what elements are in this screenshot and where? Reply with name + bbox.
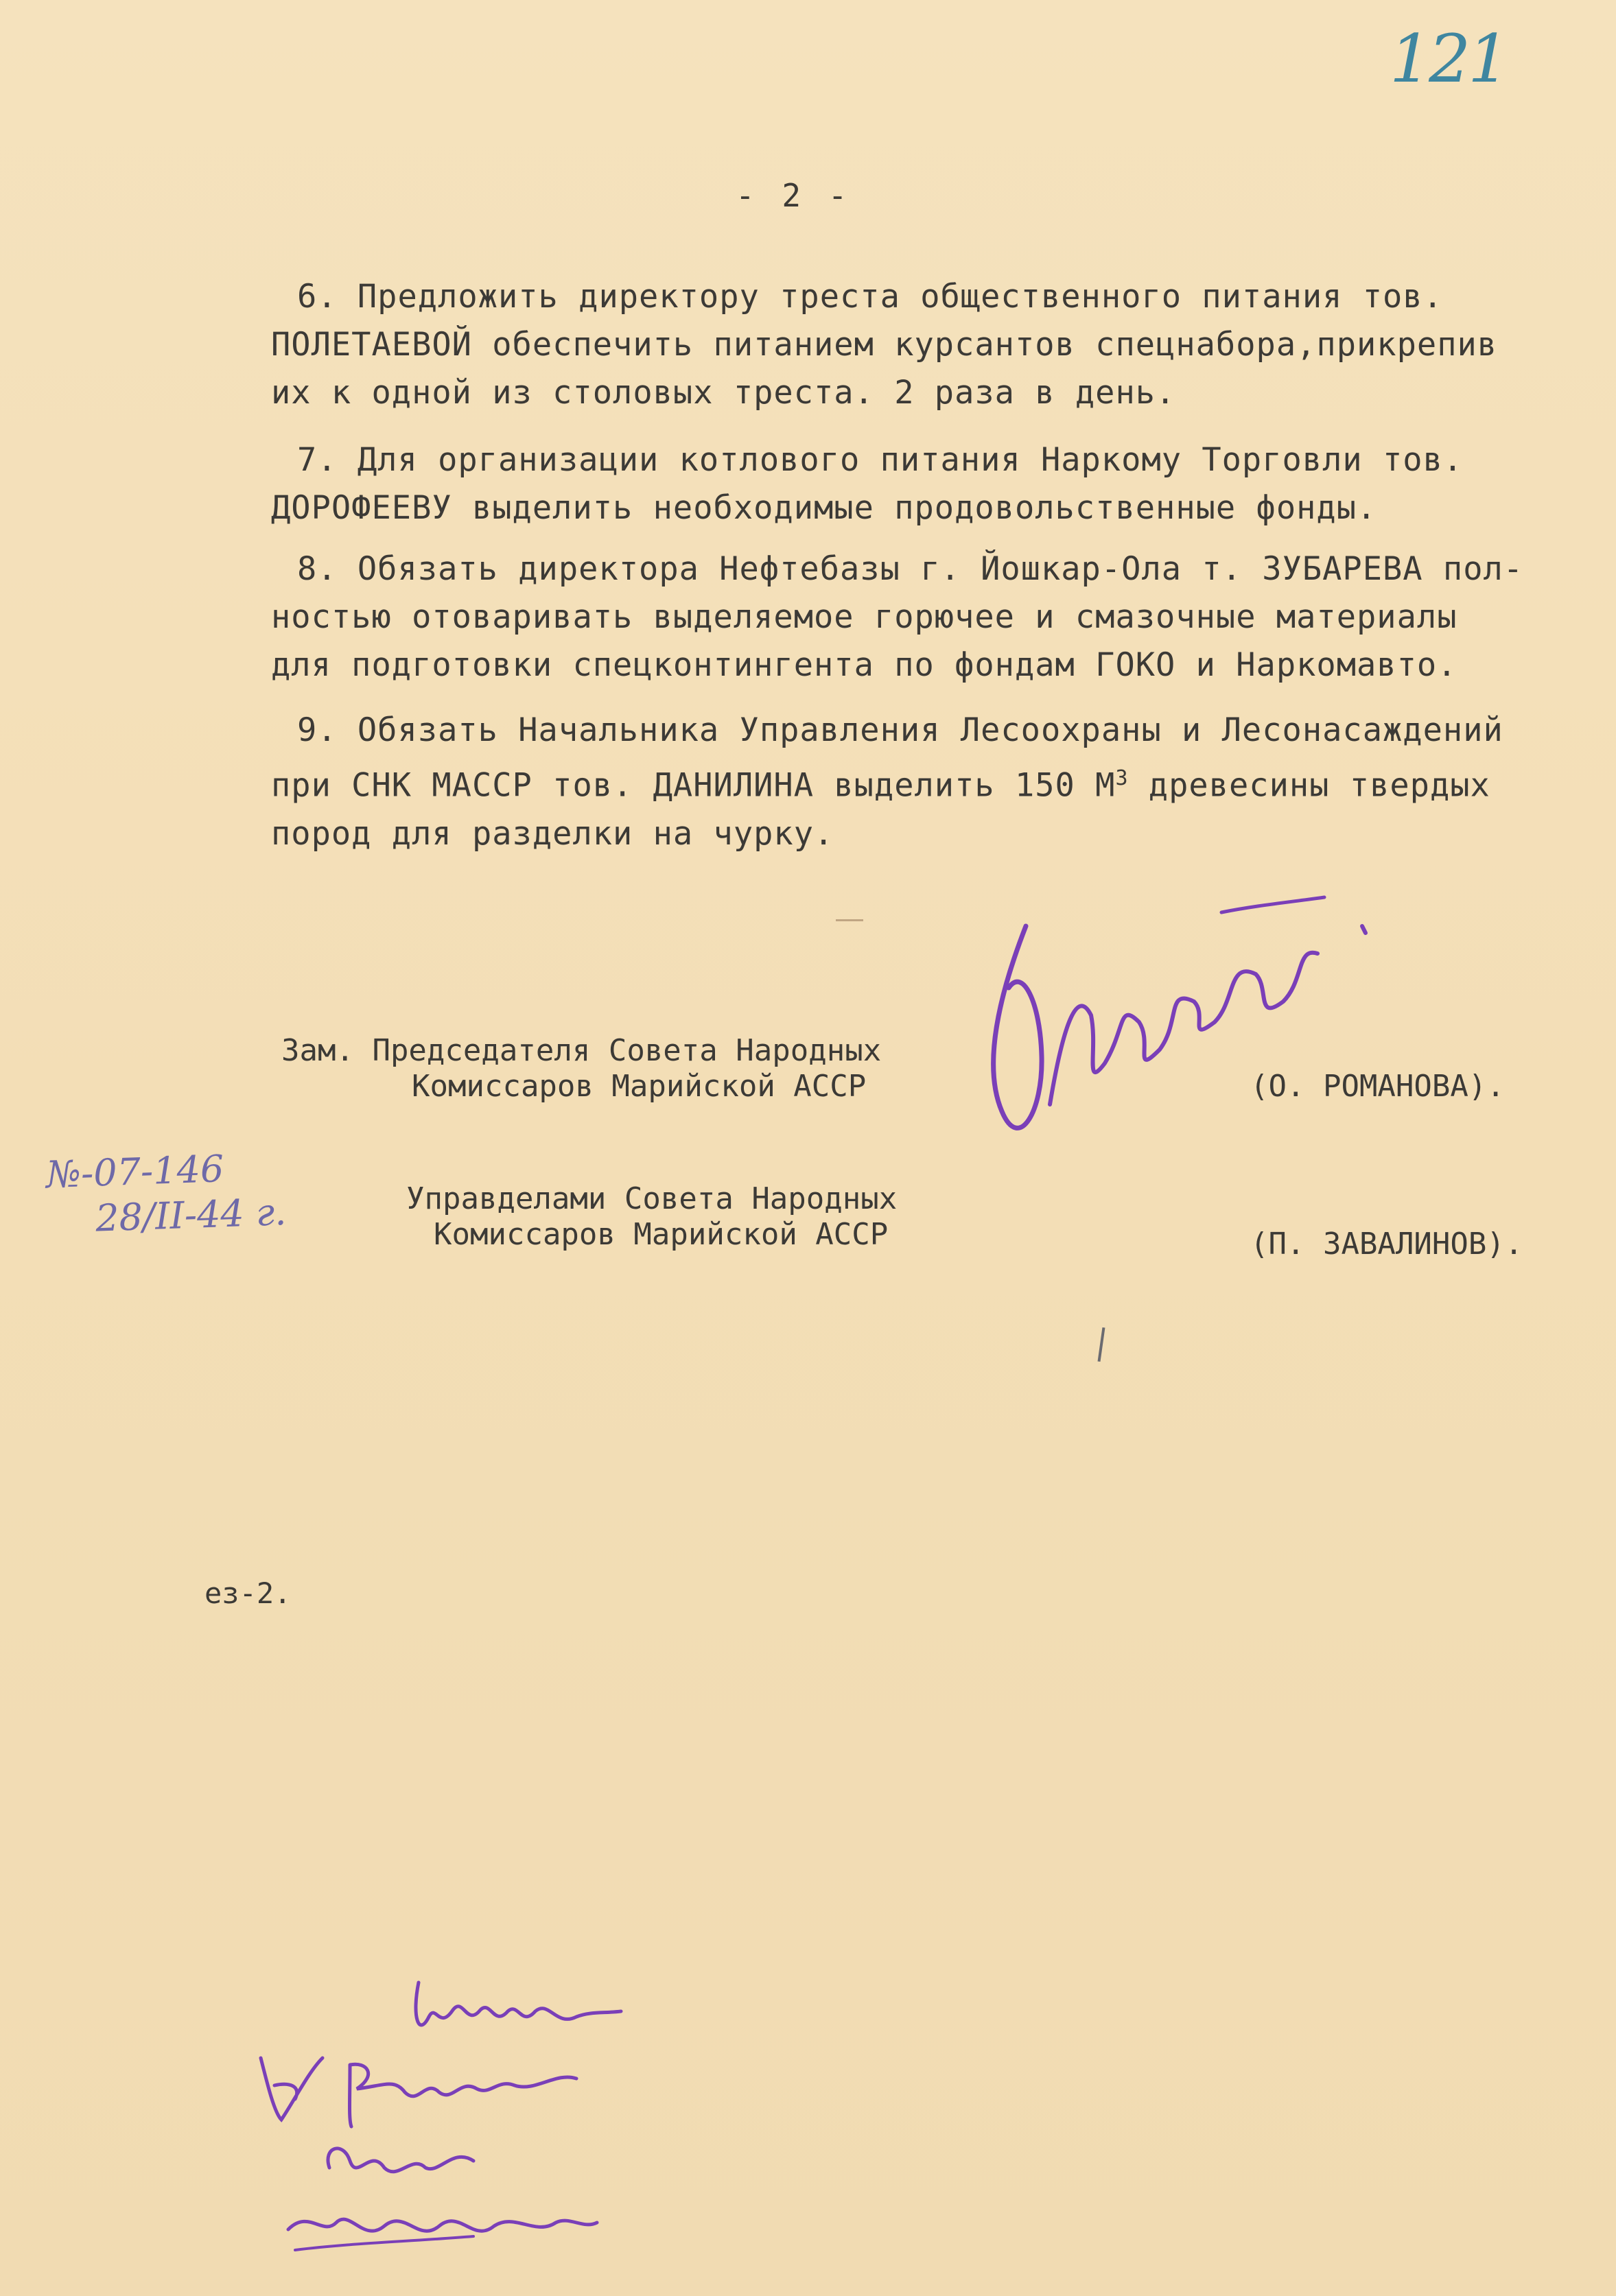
paragraph-line: 6. Предложить директору треста общественного питания тов.	[297, 278, 1443, 316]
pencil-mark	[1098, 1327, 1105, 1362]
paragraph-line: ПОЛЕТАЕВОЙ обеспечить питанием курсантов спецнабора,прикрепив	[271, 326, 1498, 364]
paragraph-line: пород для разделки на чурку.	[271, 814, 834, 853]
paragraph-line: ДОРОФЕЕВУ выделить необходимые продовольственные фонды.	[271, 489, 1377, 527]
page-number: - 2 -	[736, 177, 852, 214]
paragraph-line: ностью отоваривать выделяемое горючее и смазочные материалы	[271, 598, 1457, 636]
signatory-name-2: (П. ЗАВАЛИНОВ).	[1250, 1227, 1523, 1262]
margin-registration-note: №-07-146 28/II-44 г.	[45, 1147, 288, 1240]
paragraph-line: их к одной из столовых треста. 2 раза в день.	[271, 374, 1176, 412]
paragraph-item-8	[271, 545, 1568, 689]
paragraph-item-7	[271, 436, 1568, 532]
paragraph-line: при СНК МАССР тов. ДАНИЛИНА выделить 150 $М^3$ древесины твердых	[271, 766, 1490, 805]
paper-mark	[836, 919, 863, 921]
signatory-name-1: (О. РОМАНОВА).	[1250, 1069, 1505, 1104]
paragraph-item-6	[271, 273, 1568, 417]
paragraph-item-9	[271, 707, 1568, 858]
visa-signatures-icon	[247, 1962, 700, 2284]
paragraph-line: 8. Обязать директора Нефтебазы г. Йошкар-Ола т. ЗУБАРЕВА пол-	[297, 550, 1524, 588]
signature-romanova-icon	[961, 885, 1386, 1200]
paragraph-line: 9. Обязать Начальника Управления Лесоохраны и Лесонасаждений	[297, 711, 1503, 749]
signatory-title-2: Управделами Совета Народных Комиссаров Марийской АССР	[406, 1181, 898, 1252]
paragraph-line: для подготовки спецконтингента по фондам ГОКО и Наркомавто.	[271, 646, 1457, 684]
signatory-title-1: Зам. Председателя Совета Народных Комиссаров Марийской АССР	[281, 1033, 882, 1104]
archive-page-number: 121	[1390, 21, 1508, 97]
footer-code: ез-2.	[204, 1576, 292, 1610]
superscript: 3	[1115, 766, 1129, 790]
paragraph-line: 7. Для организации котлового питания Наркому Торговли тов.	[297, 441, 1464, 479]
